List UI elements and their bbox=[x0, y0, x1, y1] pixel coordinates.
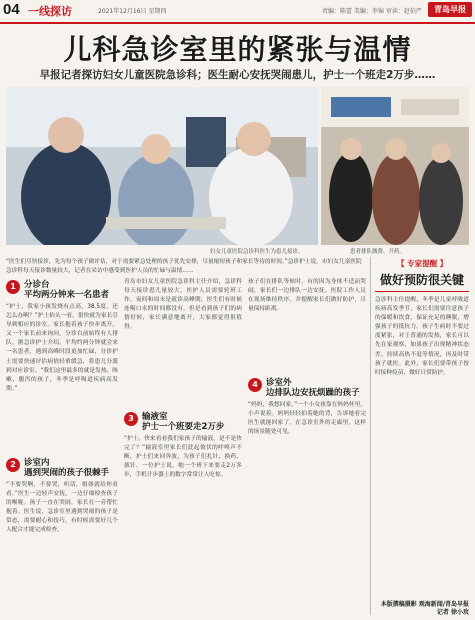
photo-illustration-queue bbox=[321, 87, 469, 245]
byline bbox=[375, 601, 469, 617]
section-name: 一线探访 bbox=[28, 5, 72, 18]
section-number: 2 bbox=[6, 458, 20, 472]
section-number: 1 bbox=[6, 280, 20, 294]
section-title: 诊室内 遇到哭闹的孩子很棘手 bbox=[24, 458, 110, 478]
newspaper-logo: 青岛早报 bbox=[428, 2, 472, 17]
body-column-5: 孩子们在排队等候时，有的因为身体不适而哭闹，家长们一边排队一边安抚。医院工作人员在现场维持秩序，并提醒家长们做好防护，尽量保持距离。 bbox=[248, 279, 366, 313]
photo-illustration bbox=[6, 87, 318, 245]
photo-patients-queue bbox=[321, 87, 469, 245]
section-number: 4 bbox=[248, 378, 262, 392]
issue-date: 2021年12月16日 星期四 bbox=[98, 8, 167, 15]
body-column-4: “护士，快来看看我们家孩子的输液，是不是快完了？”输液室里家长们此起彼伏的呼唤声不断，护士们来回奔波，为孩子们扎针、换药、拔针。一位护士说，她一个班下来要走2万多步，手机计步器上的数字常常让人吃惊。 bbox=[124, 436, 242, 479]
sidebar-title: 做好预防很关键 bbox=[379, 273, 464, 287]
sidebar-divider bbox=[375, 291, 469, 292]
body-column-2: “不要哭啊，不要哭，听话，姐姐就给你看看。”医生一边轻声安抚，一边仔细检查孩子的喉咙。孩子一直在哭闹，家长在一旁帮忙抱着。医生说，急诊室里遇到哭闹的孩子是常态，需要耐心和技巧，有时候需要好几个人配合才能完成检查。 bbox=[6, 482, 118, 534]
editor-credits: 责编：陈蕾 美编：李锦 审读：赵伯严 bbox=[322, 8, 422, 15]
section-title: 分诊台 平均两分钟来一名患者 bbox=[24, 280, 110, 300]
subheadline: 早报记者探访妇女儿童医院急诊科；医生耐心安抚哭闹患儿，护士一个班走2万步…… bbox=[39, 69, 436, 81]
masthead bbox=[0, 0, 475, 24]
page-number: 04 bbox=[3, 1, 20, 18]
byline-line-1: 本版撰稿摄影 观海新闻/青岛早报 bbox=[380, 601, 469, 608]
article-intro: “医生们尽快接诊，先为每个孩子做评估，对于需要紧急处理的孩子优先安排，尽量缩短孩子和家长等待的时间。”急诊护士说，市妇女儿童医院急诊科每天接诊数量较大，记者在采访中感受到医护人员的忙碌与温情…… bbox=[6, 259, 362, 274]
section-2-heading bbox=[6, 458, 116, 478]
photo-caption-right: 患者排队缴费、开药。 bbox=[350, 249, 406, 255]
photo-caption-left: 妇女儿童医院急诊科医生为患儿接诊。 bbox=[210, 249, 304, 255]
section-title: 输液室 护士一个班要走2万步 bbox=[142, 412, 225, 432]
byline-line-2: 记者 徐小玫 bbox=[436, 609, 469, 616]
sidebar-text: 急诊科主任提醒，冬季是儿童呼吸道疾病高发季节，家长们需要注意孩子的保暖和饮食，保证充足的睡眠，增强孩子的抵抗力。孩子生病时不要过度紧张，对于普通的发热，家长可以先在家观察，如果孩子出现精神状态差、持续高热不退等情况，再及时带孩子就医。此外，家长们要带孩子按时接种疫苗，做好日常防护。 bbox=[375, 297, 469, 376]
sidebar-tag: 【 专家提醒 】 bbox=[397, 259, 448, 268]
section-1-heading bbox=[6, 280, 116, 300]
body-column-3: 青岛市妇女儿童医院急诊科主任介绍，急诊科每天接诊患儿量较大，医护人员需要轮班工作。夜间和周末是就诊高峰期，医生们有时候连喝口水的时间都没有，但是看到孩子们的病情好转，家长满意地离开，大家都觉得很值得。 bbox=[124, 279, 242, 331]
section-3-heading bbox=[124, 412, 242, 432]
body-column-1: “护士，我家小孩发烧有点高，38.5度，还怎么办啊？”护士抬头一看，很快就为家长引导到相应的诊室。家长抱着孩子快步离开，又一个家长前来询问，分诊台前始终有人排队。据急诊护士介绍，平均约两分钟就会来一名患者，遇到高峰时段更加忙碌，分诊护士需要快速评估病情轻重缓急，将患儿分派到对应诊室。“我们这里最多的就是发热、咳嗽、腹泻的孩子，冬季是呼吸道疾病高发期。” bbox=[6, 304, 118, 392]
section-number: 3 bbox=[124, 412, 138, 426]
section-title: 诊室外 边排队边安抚烦躁的孩子 bbox=[266, 378, 360, 398]
section-4-heading bbox=[248, 378, 366, 398]
body-column-6: “妈妈，我想回家。”一个小女孩靠在妈妈怀里，小声说着。妈妈轻轻拍着她的背，告诉她看完医生就能回家了。在急诊室外的走廊里，这样的场景随处可见。 bbox=[248, 402, 366, 436]
headline: 儿科急诊室里的紧张与温情 bbox=[63, 33, 412, 66]
photo-doctor-examining-child bbox=[6, 87, 318, 245]
